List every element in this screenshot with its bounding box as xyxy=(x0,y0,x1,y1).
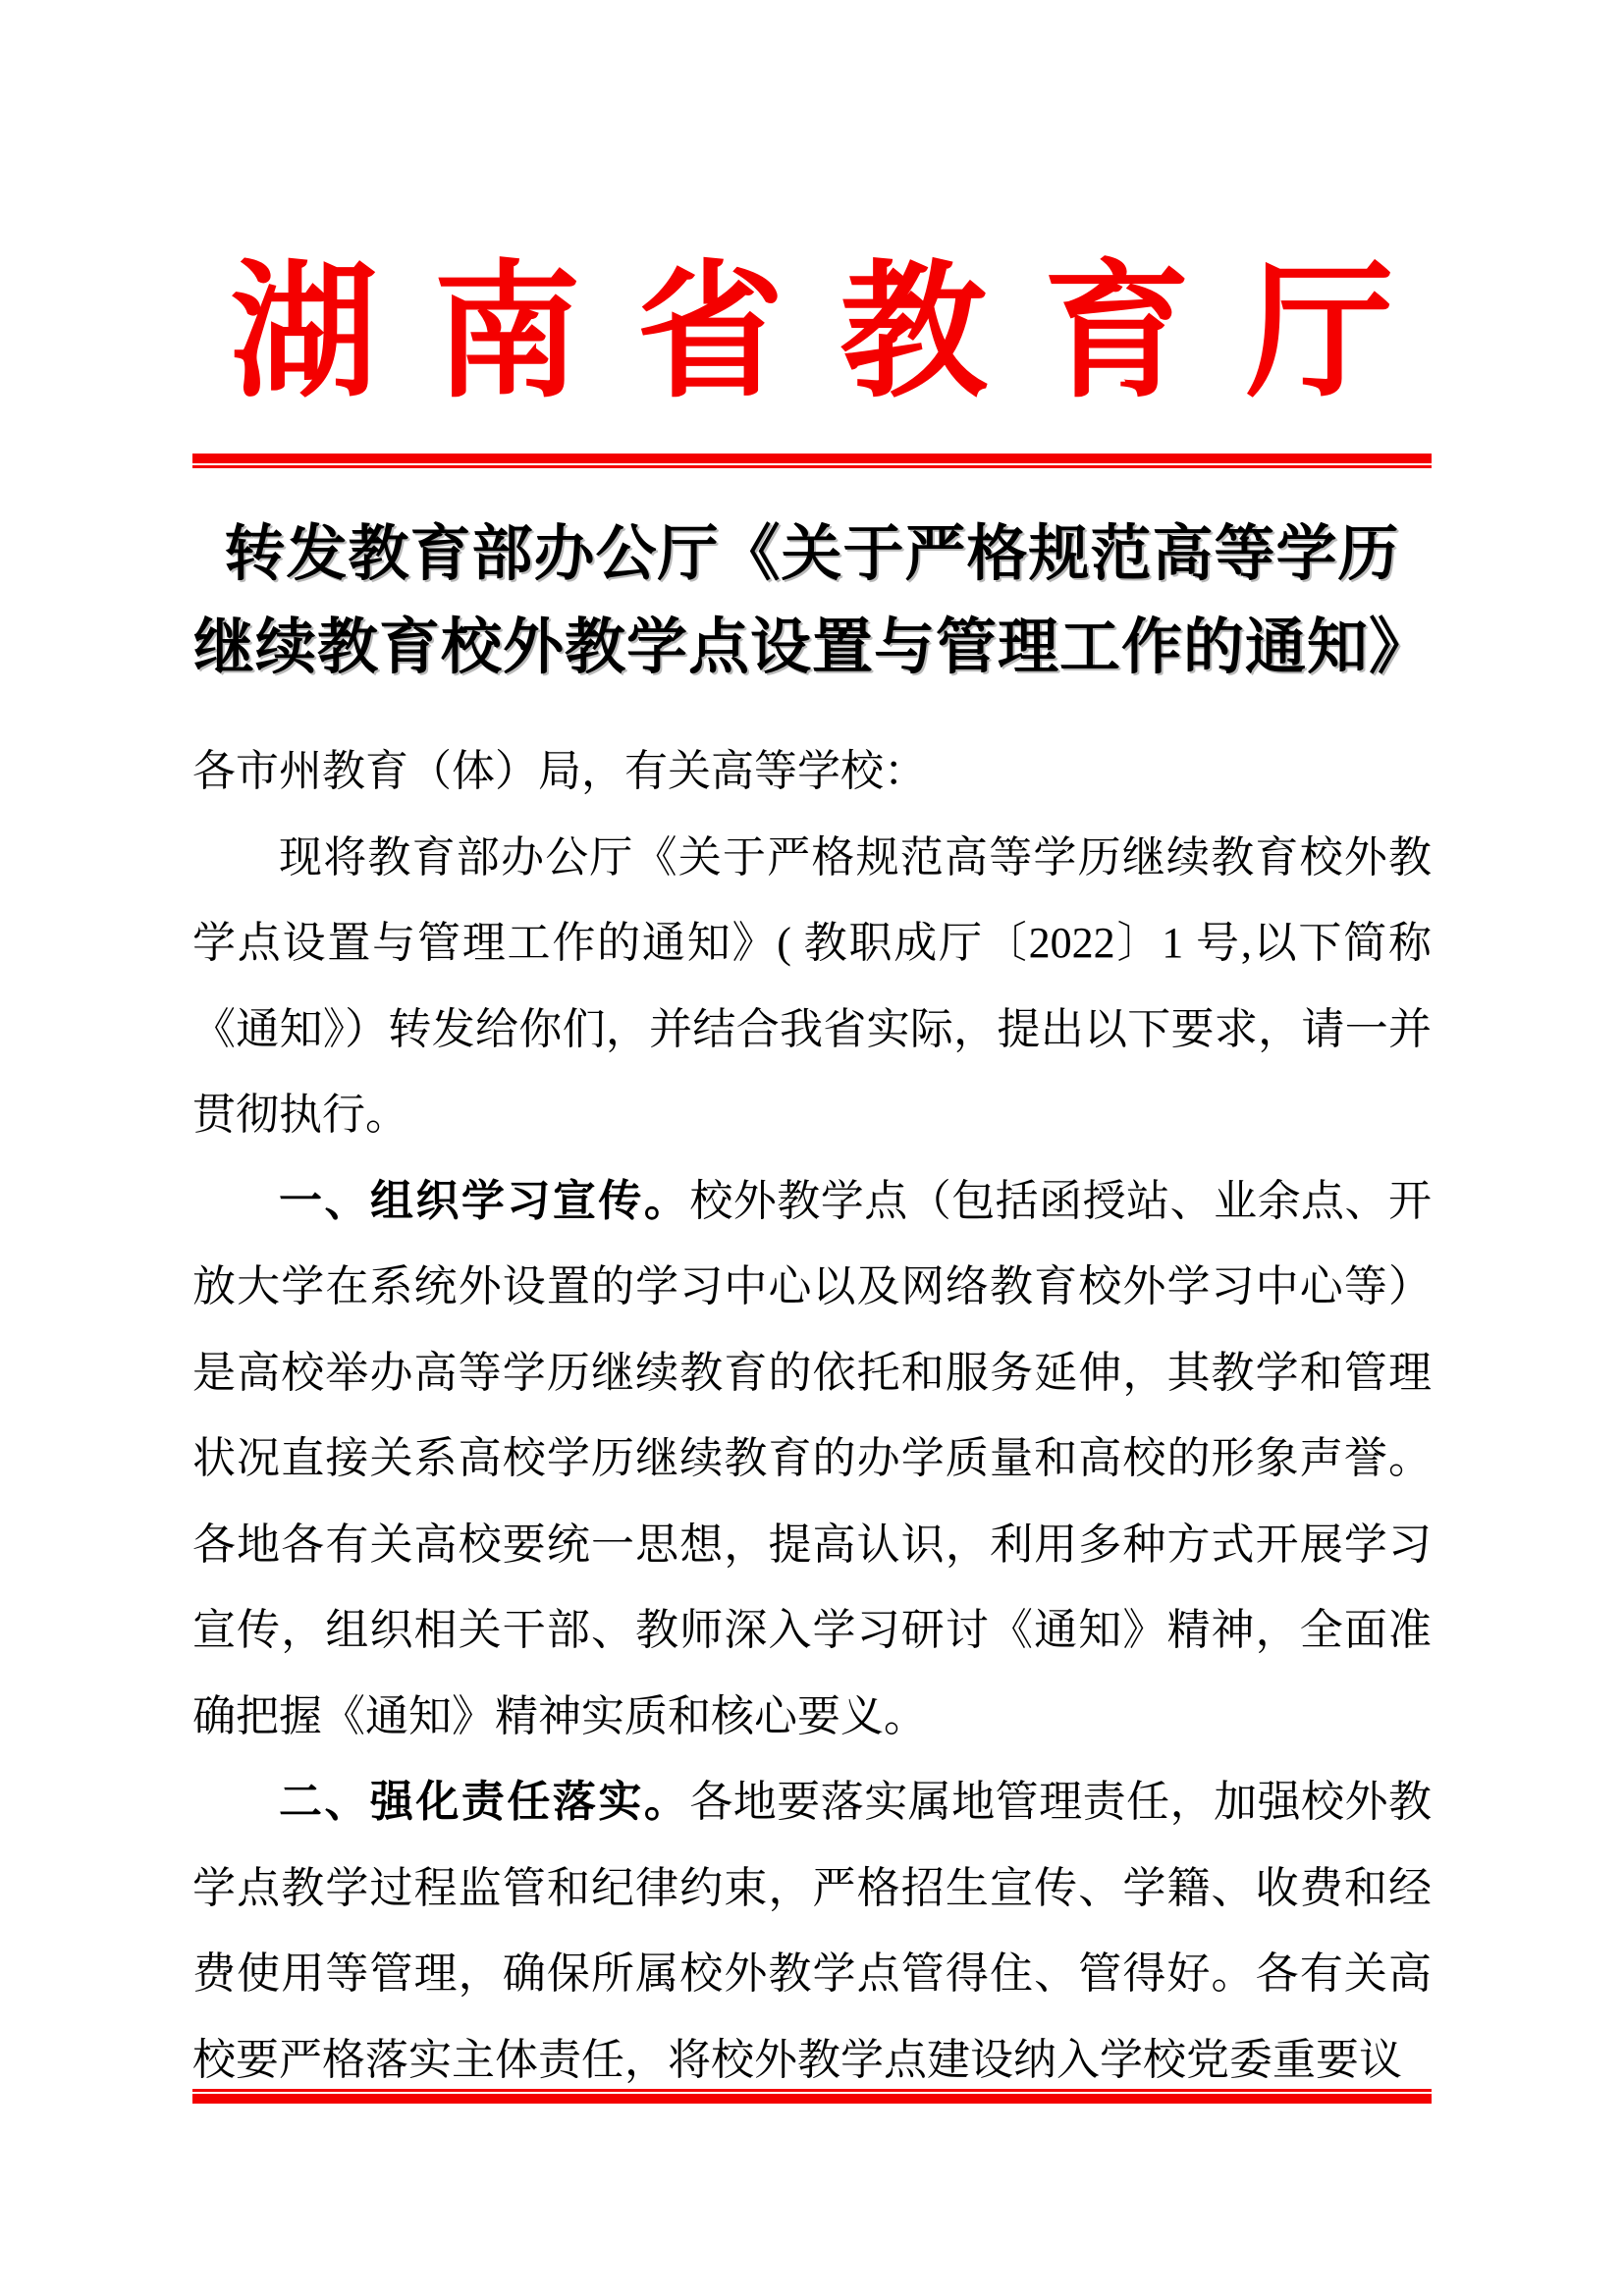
paragraph-section-1 xyxy=(192,1158,1432,1760)
paragraph-intro: 现将教育部办公厅《关于严格规范高等学历继续教育校外教学点设置与管理工作的通知》( 教职成厅〔2022〕1 号,以下简称《通知》）转发给你们，并结合我省实际，提出以下要求，请一并贯彻执行。 xyxy=(192,832,1432,1139)
section-1-text: 校外教学点（包括函授站、业余点、开放大学在系统外设置的学习中心以及网络教育校外学习中心等）是高校举办高等学历继续教育的依托和服务延伸，其教学和管理状况直接关系高校学历继续教育的办学质量和高校的形象声誉。各地各有关高校要统一思想，提高认识，利用多种方式开展学习宣传，组织相关干部、教师深入学习研讨《通知》精神，全面准确把握《通知》精神实质和核心要义。 xyxy=(192,1176,1433,1740)
letterhead-title: 湖南省教育厅 xyxy=(230,252,1450,415)
document-title-line1: 转发教育部办公厅《关于严格规范高等学历 xyxy=(224,521,1400,588)
red-separator-bottom-thick-bar xyxy=(192,2094,1432,2104)
document-title-line2: 继续教育校外教学点设置与管理工作的通知》 xyxy=(192,614,1431,681)
section-2-text: 各地要落实属地管理责任，加强校外教学点教学过程监管和纪律约束，严格招生宣传、学籍、收费和经费使用等管理，确保所属校外教学点管得住、管得好。各有关高校要严格落实主体责任，将校外教学点建设纳入学校党委重要议 xyxy=(192,1778,1433,2084)
section-2-heading: 二、强化责任落实。 xyxy=(279,1778,690,1826)
red-separator-top-thin-bar xyxy=(192,465,1432,468)
document-body xyxy=(192,728,1432,2103)
red-separator-top xyxy=(192,454,1432,468)
red-separator-top-thick-bar xyxy=(192,454,1432,463)
salutation: 各市州教育（体）局，有关高等学校： xyxy=(192,747,927,795)
document-title xyxy=(0,508,1624,695)
paragraph-section-2 xyxy=(192,1759,1432,2103)
red-separator-bottom xyxy=(192,2089,1432,2104)
section-1-heading: 一、组织学习宣传。 xyxy=(279,1176,690,1225)
